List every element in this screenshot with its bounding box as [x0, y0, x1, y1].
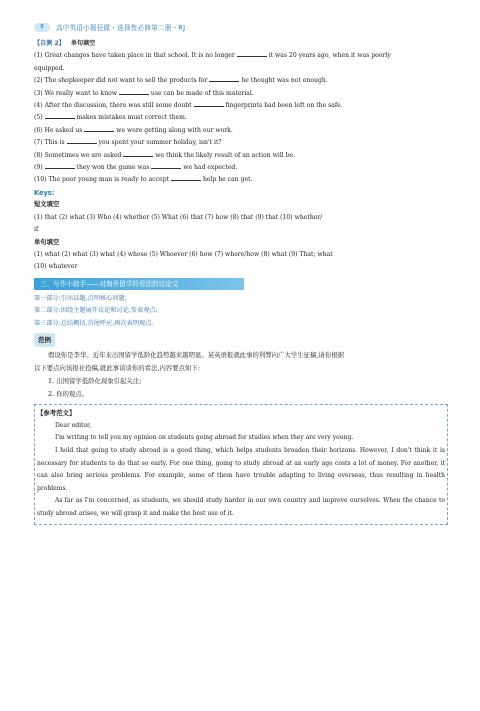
exercise-item [34, 88, 448, 100]
exercise-item [34, 125, 448, 137]
item-number: (9) [34, 164, 45, 172]
keys-label: Keys: [34, 188, 55, 197]
item-text: This is [44, 139, 65, 147]
reference-essay-title: 【参考范文】 [37, 409, 76, 418]
essay-paragraph-1: I'm writing to tell you my opinion on students going abroad for studies when they are very young. [55, 434, 354, 442]
answer-blank[interactable] [67, 138, 97, 144]
exercise-item [34, 150, 448, 162]
exercise-item [34, 137, 448, 149]
answer-blank[interactable] [237, 51, 267, 57]
essay-paragraph-3: As far as I'm concerned, as students, we should study harder in our own country and improve ourselves. When the chance to study abroad arises, we will grasp it and make the best use of it. [37, 497, 445, 517]
single-fill-answers: (1) what (2) what (3) what (4) whose (5) Whoever (6) how (7) where/how (8) what (9) That; what [34, 250, 333, 258]
item-number: (8) [34, 151, 45, 159]
short-fill-answers: (1) that (2) what (3) Who (4) whether (5) What (6) that (7) how (8) that (9) that (10) whether/ [34, 213, 323, 221]
item-number: (4) [34, 102, 45, 110]
item-text: The poor young man is ready to accept [48, 176, 170, 184]
item-text: help he can get. [202, 176, 253, 184]
writing-section-banner [34, 278, 448, 290]
exercise-item [34, 162, 448, 174]
item-continuation: equipped. [34, 64, 65, 72]
item-text: use can be made of this material. [150, 89, 254, 97]
single-fill-heading: 单句填空 [34, 238, 60, 246]
banner-text: 三、写作小助手——对海外留学的看法的议论文 [40, 279, 179, 288]
exercise-item [34, 174, 448, 186]
exercise-item [34, 100, 448, 112]
answer-blank[interactable] [119, 89, 149, 95]
item-text: we were getting along with our work. [116, 126, 233, 134]
item-text: We really want to know [44, 89, 118, 97]
item-number: (1) [34, 52, 45, 60]
page-content [34, 38, 448, 525]
item-text: Great changes have taken place in that school. It is no longer [44, 52, 235, 60]
writing-part-2: 第二部分:围绕主题展开议论和讨论,发表观点; [34, 307, 158, 315]
exercise-list [34, 50, 448, 186]
item-number: (3) [34, 89, 45, 97]
item-text: The shopkeeper did not want to sell the products for [44, 77, 208, 85]
item-text: Sometimes we are asked [44, 151, 122, 159]
writing-part-1: 第一部分:引出话题,点明核心问题; [34, 294, 127, 302]
answer-blank[interactable] [194, 101, 224, 107]
writing-prompt: 假设你是李华。近年来出国留学低龄化趋势越来越明显。某英语报就此事的利弊向广大学生征稿,请你根据 以下要点向该报社投稿,就此事谈谈你的看法,内容要点如下: 1. 出国留学低龄化现象引起关注; 2. 你的观点。 [34, 349, 448, 401]
item-text: He asked us [44, 126, 83, 134]
item-text: we think the likely result of an action will be. [155, 151, 296, 159]
exercise-item [34, 112, 448, 124]
answer-blank[interactable] [209, 76, 239, 82]
answer-blank[interactable] [171, 175, 201, 181]
item-text: After the discussion, there was still some doubt [44, 102, 192, 110]
item-text: it was 20 years ago, when it was poorly [268, 52, 391, 60]
single-fill-answers-cont: (10) whatever [34, 263, 78, 271]
answer-blank[interactable] [123, 151, 153, 157]
prompt-point-1: 1. 出国留学低龄化现象引起关注; [48, 377, 142, 386]
item-number: (2) [34, 77, 45, 85]
page-number: 8 [34, 23, 50, 32]
answer-blank[interactable] [84, 126, 114, 132]
prompt-point-2: 2. 你的观点。 [48, 390, 89, 399]
example-label: 范例 [34, 333, 55, 347]
essay-paragraph-2: I hold that going to study abroad is a good thing, which helps students broaden their horizons. However, I don't think it is necessary for students to do that so early. For one thing, going to study abroad at an early age costs a lot of money. For another, it can also bring serious problems. For example, some of them have trouble adapting to living overseas, thus resulting in health problems. [37, 446, 445, 492]
page-header [34, 22, 185, 32]
item-number: (5) [34, 114, 45, 122]
item-number: (7) [34, 139, 45, 147]
exercise-item [34, 75, 448, 87]
essay-salutation: Dear editor, [55, 421, 92, 429]
exercise-item [34, 50, 448, 62]
answer-blank[interactable] [45, 163, 75, 169]
item-text: they won the game was [76, 164, 150, 172]
item-number: (6) [34, 126, 45, 134]
item-text: makes mistakes must correct them. [76, 114, 187, 122]
item-text: you spent your summer holiday, isn't it? [98, 139, 222, 147]
item-number: (10) [34, 176, 49, 184]
item-text: we had expected. [183, 164, 238, 172]
answer-blank[interactable] [151, 163, 181, 169]
reference-essay-box [34, 404, 448, 524]
item-text: fingerprints had been left on the safe. [225, 102, 343, 110]
book-title: 高中英语小题狂做・选择性必修第二册・RJ [56, 24, 186, 32]
short-fill-heading: 短文填空 [34, 201, 60, 209]
short-fill-answers-cont: if [34, 226, 39, 234]
self-test-heading: 【自测 2】 单句填空 [34, 40, 96, 47]
item-text: he thought was not enough. [241, 77, 328, 85]
answer-blank[interactable] [45, 113, 75, 119]
writing-part-3: 第三部分:总结概括,首尾呼应,再次表明观点。 [34, 319, 158, 327]
